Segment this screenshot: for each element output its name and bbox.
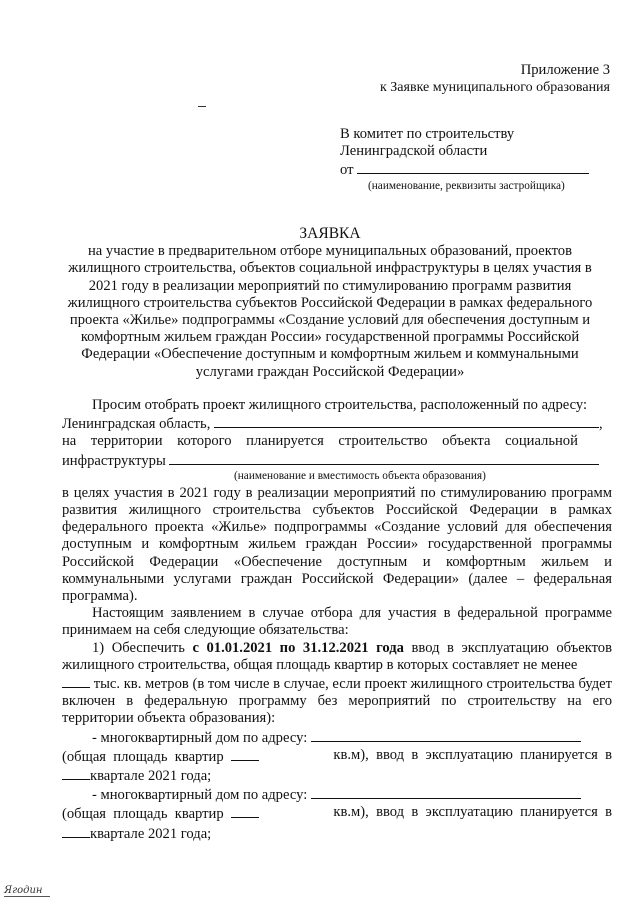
area-text: (общая площадь квартир <box>62 748 224 765</box>
appendix-number: Приложение 3 <box>520 62 610 78</box>
title-line: услугами граждан Российской Федерации» <box>195 363 465 380</box>
object-blank <box>169 451 599 465</box>
quarter-blank <box>62 824 90 838</box>
obligation-1-cont <box>62 674 612 728</box>
quarter-blank <box>62 766 90 780</box>
title-line: проекта «Жилье» подпрограммы «Создание условий для обеспечения доступным и <box>69 312 591 329</box>
title-heading: ЗАЯВКА <box>299 225 361 242</box>
building-item-1 <box>62 728 612 747</box>
building-address-blank <box>311 785 581 799</box>
obligation-1 <box>62 640 612 674</box>
from-blank <box>357 160 589 174</box>
area-label <box>62 747 259 766</box>
document-title <box>40 225 620 381</box>
building-address-blank <box>311 728 581 742</box>
area-value-blank <box>231 747 259 761</box>
obligation-prefix: 1) Обеспечить <box>92 639 193 656</box>
request-line4 <box>62 451 612 470</box>
from-line <box>340 160 620 179</box>
request-line2 <box>62 414 612 433</box>
title-line: жилищного строительства, объектов социальной инфраструктуры в целях участия в <box>68 260 592 277</box>
signature-underline <box>4 896 50 897</box>
address-blank <box>214 414 599 428</box>
region-label: Ленинградская область, <box>62 416 211 433</box>
obligations-intro: Настоящим заявлением в случае отбора для участия в федеральной программе принимаем на себя следующие обязательства: <box>62 605 612 639</box>
infrastructure-label: инфраструктуры <box>62 452 166 469</box>
from-label: от <box>340 162 354 179</box>
document-body <box>62 397 612 843</box>
object-caption: (наименование и вместимость объекта образования) <box>234 469 486 482</box>
area-text: (общая площадь квартир <box>62 806 224 823</box>
title-line: 2021 году в реализации мероприятий по стимулированию программ развития <box>88 277 572 294</box>
appendix-ref: к Заявке муниципального образования <box>379 80 610 96</box>
obligation-text: ввод в эксплуатацию объектов жилищного строительства, общая площадь квартир в которых составляет не менее <box>62 639 612 673</box>
building-area-2 <box>62 804 612 823</box>
building-item-2 <box>62 785 612 804</box>
addressee-block <box>340 126 620 193</box>
title-line: Федерации «Обеспечение доступным и комфортным жильем и коммунальными <box>81 346 579 363</box>
quarter-text: квартале 2021 года; <box>90 825 212 842</box>
building-quarter-2 <box>62 824 612 843</box>
comma: , <box>599 416 603 433</box>
building-area-1 <box>62 747 612 766</box>
request-line1: Просим отобрать проект жилищного строительства, расположенный по адресу: <box>92 397 588 413</box>
units-text: кв.м), ввод в эксплуатацию планируется в <box>333 804 612 821</box>
from-caption: (наименование, реквизиты застройщика) <box>368 179 565 192</box>
appendix-label <box>310 62 610 96</box>
building-label: - многоквартирный дом по адресу: <box>92 729 308 746</box>
signature-mark: Ягодин <box>4 885 43 896</box>
title-line: на участие в предварительном отборе муниципальных образований, проектов <box>87 243 572 260</box>
area-blank <box>62 674 90 688</box>
obligation-cont-text: тыс. кв. метров (в том числе в случае, если проект жилищного строительства будет включен в федеральную программу без мероприятий по строительству на его территории объекта образования): <box>62 676 612 727</box>
stray-mark <box>198 106 206 107</box>
quarter-text: квартале 2021 года; <box>90 768 212 785</box>
purpose-paragraph: в целях участия в 2021 году в реализации мероприятий по стимулированию программ развития жилищного строительства субъектов Российской Федерации в рамках федерального проекта «Жилье» подпрограммы «Создание условий для обеспечения доступным и комфортным жильем граждан России» государственной программы Российской Федерации «Обеспечение доступным и комфортным жильем и коммунальными услугами граждан Российской Федерации» (далее – федеральная программа). <box>62 484 612 605</box>
obligation-dates: с 01.01.2021 по 31.12.2021 года <box>192 639 404 656</box>
building-quarter-1 <box>62 766 612 785</box>
building-label: - многоквартирный дом по адресу: <box>92 787 308 804</box>
request-line3: на территории которого планируется строительство объекта социальной <box>62 433 578 450</box>
title-line: жилищного строительства субъектов Российской Федерации в рамках федерального <box>67 294 593 311</box>
title-line: комфортным жильем граждан России» государственной программы Российской <box>80 329 580 346</box>
area-value-blank <box>231 804 259 818</box>
addressee-line2: Ленинградской области <box>340 143 488 160</box>
addressee-line1: В комитет по строительству <box>340 126 515 142</box>
area-label <box>62 804 259 823</box>
units-text: кв.м), ввод в эксплуатацию планируется в <box>333 746 612 763</box>
